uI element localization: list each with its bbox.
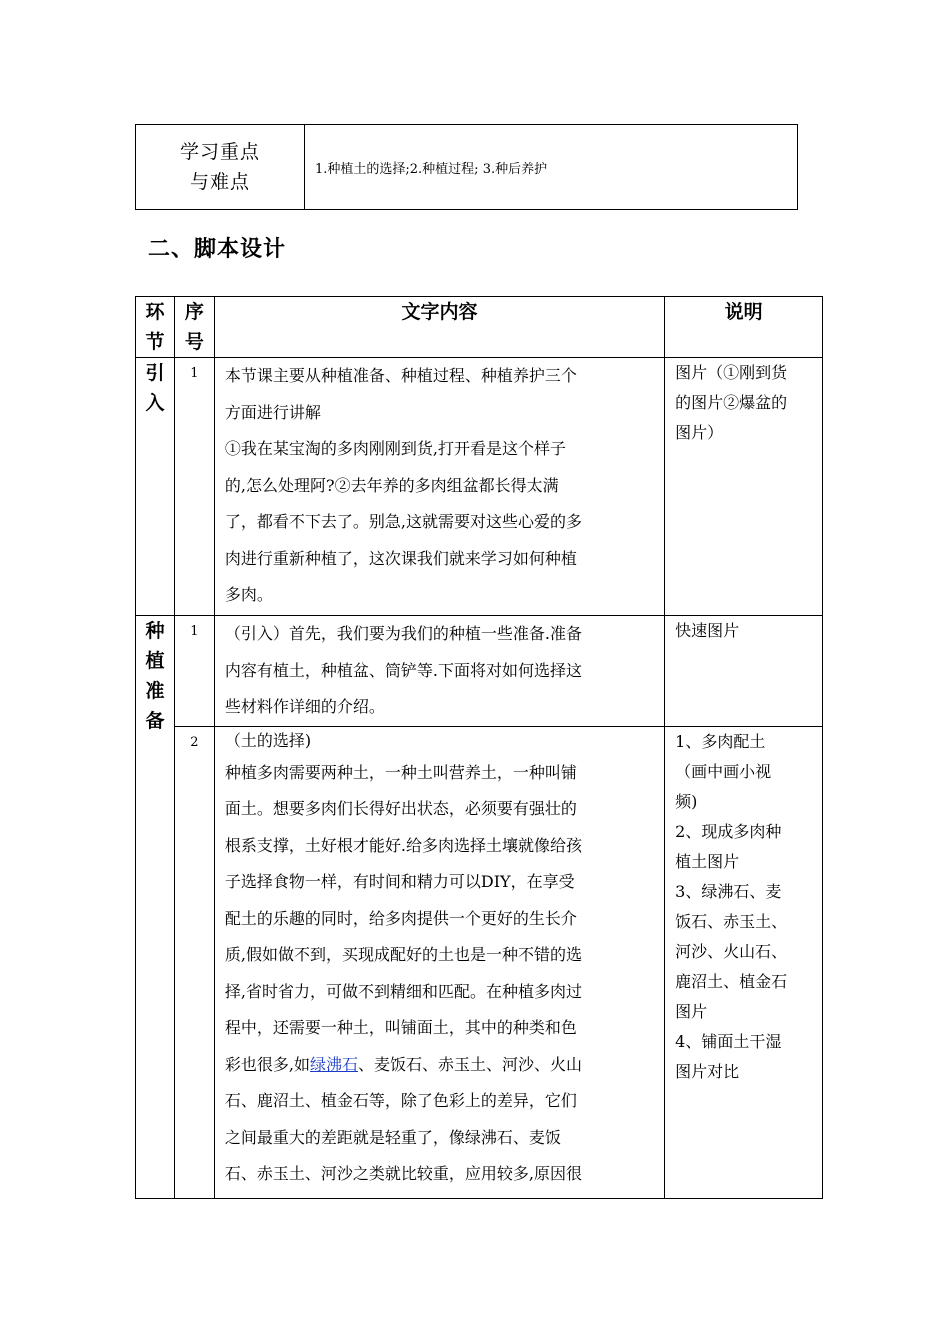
- stage-intro-line2: 入: [145, 392, 165, 414]
- goals-key-line1: 学习重点: [179, 141, 260, 163]
- prep-row2-text: [214, 726, 664, 1198]
- text-line: 之间最重大的差距就是轻重了，像绿沸石、麦饭: [224, 1127, 561, 1147]
- stage-prep-char: 植: [145, 650, 165, 672]
- note-line: 河沙、火山石、: [675, 941, 788, 961]
- text-line: 种植多肉需要两种土，一种土叫营养土，一种叫铺: [224, 762, 577, 782]
- text-line: （土的选择): [224, 730, 312, 750]
- text-line: 些材料作详细的介绍。: [224, 697, 385, 716]
- goals-key-cell: [136, 125, 305, 210]
- stage-prep-char: 准: [145, 680, 165, 702]
- text-line: 内容有植土，种植盆、筒铲等.下面将对如何选择这: [224, 660, 582, 680]
- text-line: 择,省时省力，可做不到精细和匹配。在种植多肉过: [224, 981, 582, 1001]
- row-number: 1: [174, 358, 214, 616]
- intro-text: [214, 358, 664, 616]
- note-line: 植土图片: [675, 851, 740, 871]
- table-row: [136, 358, 823, 616]
- text-line: 面土。想要多肉们长得好出状态，必须要有强壮的: [224, 799, 577, 818]
- stage-intro: [136, 358, 175, 616]
- note-line: 图片（①刚到货: [675, 363, 788, 382]
- stage-intro-line1: 引: [145, 362, 165, 384]
- note-line: 2、现成多肉种: [675, 821, 782, 841]
- script-design-table: [135, 296, 823, 1199]
- text-line: 质,假如做不到，买现成配好的土也是一种不错的选: [224, 945, 582, 964]
- row-number: 2: [174, 726, 214, 1198]
- note-line: （画中画小视: [675, 761, 772, 781]
- text-line: ①我在某宝淘的多肉刚刚到货,打开看是这个样子: [224, 439, 566, 458]
- note-line: 图片对比: [675, 1061, 740, 1081]
- note-line: 饭石、赤玉土、: [675, 911, 788, 931]
- prep-row1-text: [214, 616, 664, 727]
- text-line: 根系支撑，土好根才能好.给多肉选择土壤就像给孩: [224, 835, 582, 855]
- text-line: 配土的乐趣的同时，给多肉提供一个更好的生长介: [224, 908, 577, 928]
- text-line: 石、鹿沼土、植金石等，除了色彩上的差异，它们: [224, 1091, 577, 1110]
- link-prefix: 彩也很多,如: [224, 1054, 310, 1074]
- text-line: 子选择食物一样，有时间和精力可以DIY，在享受: [224, 872, 575, 891]
- text-line: 本节课主要从种植准备、种植过程、种植养护三个: [224, 366, 577, 385]
- goals-value-cell: 1.种植土的选择;2.种植过程; 3.种后养护: [305, 125, 798, 210]
- header-stage-line2: 节: [145, 331, 165, 353]
- text-line: 多肉。: [224, 585, 273, 604]
- stage-prep-char: 种: [145, 620, 165, 642]
- text-line: 肉进行重新种植了，这次课我们就来学习如何种植: [224, 548, 577, 568]
- section-heading: 二、脚本设计: [148, 237, 287, 262]
- table-row: [136, 726, 823, 1198]
- note-line: 图片: [675, 1001, 708, 1021]
- zeolite-link[interactable]: 绿沸石: [310, 1054, 359, 1074]
- link-suffix: 、麦饭石、赤玉土、河沙、火山: [358, 1054, 583, 1074]
- text-line: （引入）首先，我们要为我们的种植一些准备.准备: [224, 624, 582, 643]
- text-line: 方面进行讲解: [224, 402, 321, 422]
- note-line: 1、多肉配土: [675, 731, 766, 751]
- text-line: 的,怎么处理阿?②去年养的多肉组盆都长得太满: [224, 475, 559, 495]
- header-number-line1: 序: [184, 301, 204, 323]
- text-line: 了，都看不下去了。别急,这就需要对这些心爱的多: [224, 512, 582, 531]
- table-row: [136, 616, 823, 727]
- prep-row1-note: 快速图片: [665, 616, 823, 727]
- stage-prep-char: 备: [145, 710, 165, 732]
- note-line: 频): [675, 791, 698, 811]
- header-number: [174, 297, 214, 358]
- intro-note: [665, 358, 823, 616]
- note-line: 3、绿沸石、麦: [675, 881, 782, 901]
- header-notes: 说明: [665, 297, 823, 358]
- header-stage-line1: 环: [145, 301, 165, 323]
- note-line: 鹿沼土、植金石: [675, 971, 788, 991]
- row-number: 1: [174, 616, 214, 727]
- stage-preparation: [136, 616, 175, 1199]
- header-stage: [136, 297, 175, 358]
- text-line-with-link: [225, 1047, 654, 1084]
- goals-key-line2: 与难点: [189, 171, 250, 193]
- header-row: [136, 297, 823, 358]
- header-number-line2: 号: [184, 331, 204, 353]
- learning-goals-table: [135, 124, 798, 210]
- note-line: 的图片②爆盆的: [675, 393, 788, 412]
- text-line: 石、赤玉土、河沙之类就比较重，应用较多,原因很: [224, 1164, 582, 1183]
- prep-row2-note: [665, 726, 823, 1198]
- note-line: 4、铺面土干湿: [675, 1031, 782, 1051]
- header-text-content: 文字内容: [214, 297, 664, 358]
- text-line: 程中，还需要一种土，叫铺面土，其中的种类和色: [224, 1018, 577, 1037]
- note-line: 图片）: [675, 423, 724, 442]
